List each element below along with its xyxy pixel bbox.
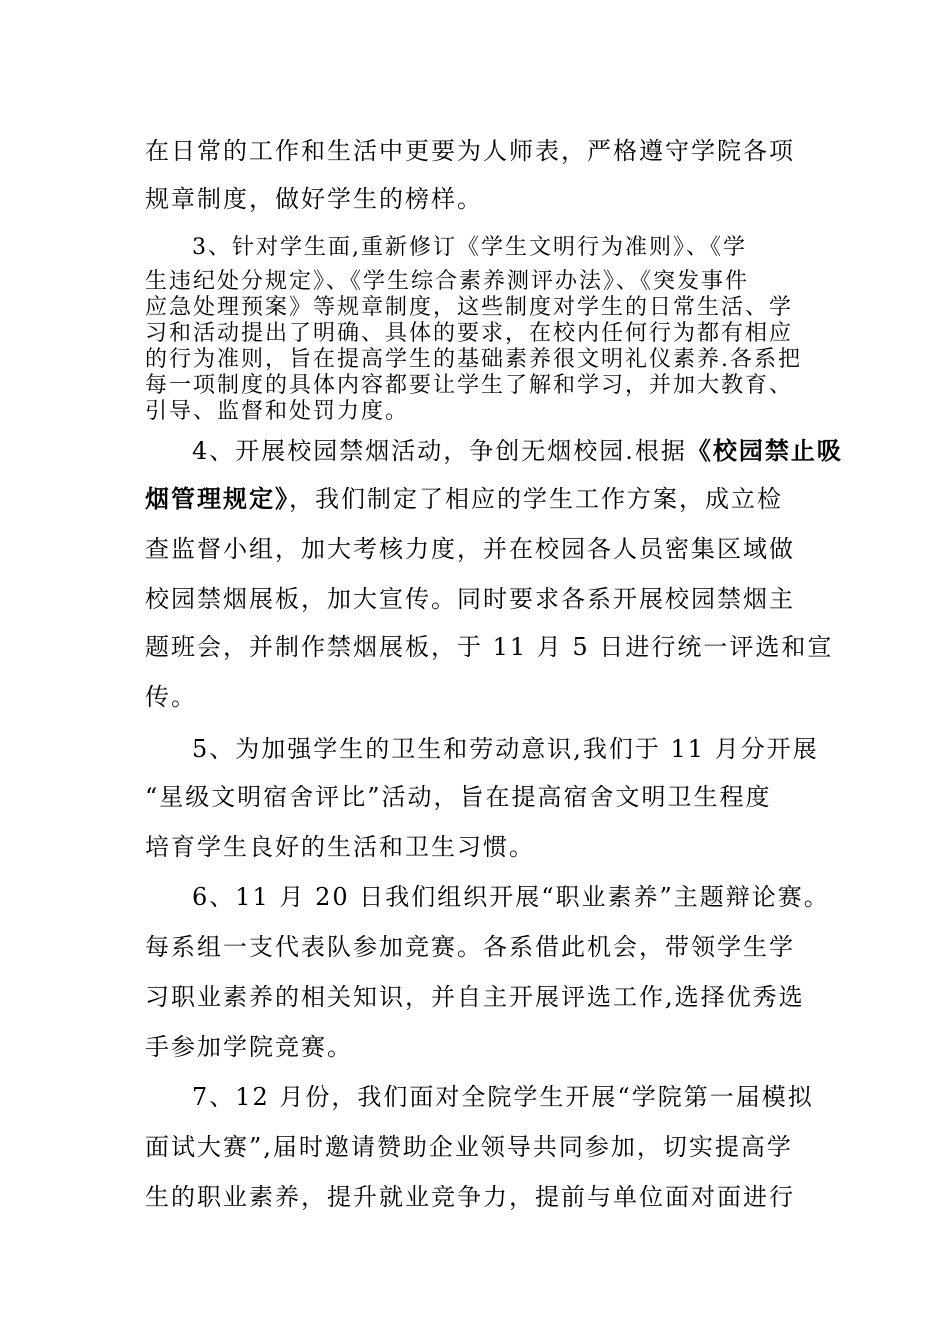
paragraph-4-line-4: 校园禁烟展板，加大宣传。同时要求各系开展校园禁烟主 [145, 585, 795, 613]
paragraph-5-line-3: 培育学生良好的生活和卫生习惯。 [145, 833, 535, 861]
paragraph-0-line-1: 在日常的工作和生活中更要为人师表，严格遵守学院各项 [145, 137, 795, 165]
regulation-title-part-2: 烟管理规定》 [145, 484, 289, 513]
paragraph-7-line-2: 面试大赛”,届时邀请赞助企业领导共同参加，切实提高学 [145, 1133, 793, 1161]
paragraph-6-line-4: 手参加学院竞赛。 [145, 1033, 353, 1061]
regulation-title-part-1: 《校园禁止吸 [686, 436, 843, 465]
paragraph-7-line-1: 7、12 月份，我们面对全院学生开展“学院第一届模拟 [192, 1083, 814, 1111]
paragraph-3-line-7: 引导、监督和处罚力度。 [145, 399, 410, 424]
paragraph-4-line-3: 查监督小组，加大考核力度，并在校园各人员密集区域做 [145, 535, 795, 563]
paragraph-4-line-6: 传。 [145, 683, 197, 711]
paragraph-4-text: 4、开展校园禁烟活动，争创无烟校园.根据 [192, 437, 687, 465]
paragraph-0-line-2: 规章制度，做好学生的榜样。 [145, 185, 483, 213]
paragraph-4-line-1 [192, 436, 843, 466]
paragraph-4-line-5: 题班会，并制作禁烟展板，于 11 月 5 日进行统一评选和宣 [145, 633, 834, 661]
paragraph-6-line-1: 6、11 月 20 日我们组织开展“职业素养”主题辩论赛。 [192, 883, 830, 911]
paragraph-3-line-1: 3、针对学生面,重新修订《学生文明行为准则》、《学 [192, 235, 747, 260]
paragraph-6-line-3: 习职业素养的相关知识，并自主开展评选工作,选择优秀选 [145, 983, 805, 1011]
paragraph-6-line-2: 每系组一支代表队参加竞赛。各系借此机会，带领学生学 [145, 933, 795, 961]
paragraph-3-line-6: 每一项制度的具体内容都要让学生了解和学习，并加大教育、 [145, 373, 794, 398]
paragraph-3-line-3: 应急处理预案》等规章制度，这些制度对学生的日常生活、学 [145, 295, 794, 320]
paragraph-3-line-5: 的行为准则，旨在提高学生的基础素养很文明礼仪素养.各系把 [145, 347, 802, 372]
paragraph-3-line-4: 习和活动提出了明确、具体的要求，在校内任何行为都有相应 [145, 321, 794, 346]
paragraph-4-text-cont: ，我们制定了相应的学生工作方案，成立检 [289, 485, 783, 513]
paragraph-3-line-2: 生违纪处分规定》、《学生综合素养测评办法》、《突发事件 [145, 269, 750, 294]
paragraph-7-line-3: 生的职业素养，提升就业竞争力，提前与单位面对面进行 [145, 1183, 795, 1211]
paragraph-5-line-1: 5、为加强学生的卫生和劳动意识,我们于 11 月分开展 [192, 735, 819, 763]
paragraph-4-line-2 [145, 484, 783, 514]
paragraph-5-line-2: “星级文明宿舍评比”活动，旨在提高宿舍文明卫生程度 [145, 783, 772, 811]
